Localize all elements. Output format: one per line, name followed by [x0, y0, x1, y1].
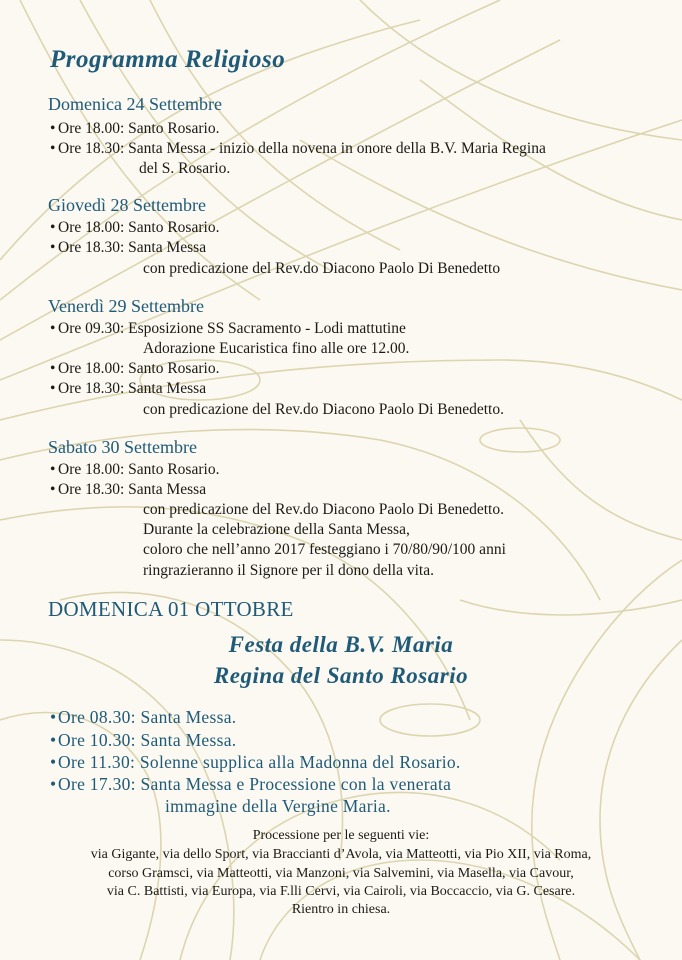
day-title: Domenica 24 Settembre [48, 94, 222, 114]
schedule-line: • Ore 09.30: Esposizione SS Sacramento - Lodi mattutine [50, 320, 406, 337]
schedule-line: del S. Rosario. [139, 160, 231, 177]
schedule-line: • Ore 18.30: Santa Messa [50, 481, 207, 498]
feast-title-line-2: Regina del Santo Rosario [213, 663, 469, 688]
schedule-line: • Ore 18.00: Santo Rosario. [50, 219, 220, 236]
sunday-title: DOMENICA 01 OTTOBRE [48, 597, 294, 621]
schedule-line: con predicazione del Rev.do Diacono Paolo Di Benedetto. [143, 401, 504, 418]
page-title: Programma Religioso [50, 46, 286, 73]
feast-title-line-1: Festa della B.V. Maria [228, 632, 454, 657]
procession-line: Rientro in chiesa. [291, 902, 391, 917]
schedule-line: • Ore 18.00: Santo Rosario. [50, 461, 220, 478]
sunday-schedule-line: •Ore 08.30: Santa Messa. [50, 707, 237, 727]
sunday-schedule-line: •Ore 10.30: Santa Messa. [50, 730, 237, 750]
schedule-line: • Ore 18.30: Santa Messa - inizio della novena in onore della B.V. Maria Regina [50, 140, 546, 157]
schedule-line: con predicazione del Rev.do Diacono Paolo Di Benedetto [143, 260, 501, 277]
schedule-line: Adorazione Eucaristica fino alle ore 12.00. [143, 340, 410, 357]
schedule-line: • Ore 18.00: Santo Rosario. [50, 360, 220, 377]
schedule-line: • Ore 18.00: Santo Rosario. [50, 120, 220, 137]
day-title: Venerdì 29 Settembre [48, 296, 204, 316]
procession-line: corso Gramsci, via Matteotti, via Manzoni, via Salvemini, via Masella, via Cavour, [108, 866, 574, 881]
schedule-line: coloro che nell’anno 2017 festeggiano i 70/80/90/100 anni [143, 541, 506, 558]
sunday-schedule-line: immagine della Vergine Maria. [165, 796, 391, 816]
day-title: Sabato 30 Settembre [48, 437, 197, 457]
schedule-line: ringrazieranno il Signore per il dono della vita. [143, 562, 434, 579]
procession-heading: Processione per le seguenti vie: [252, 828, 430, 843]
schedule-line: • Ore 18.30: Santa Messa [50, 239, 207, 256]
procession-line: via C. Battisti, via Europa, via F.lli Cervi, via Cairoli, via Boccaccio, via G. Cesare. [106, 884, 576, 899]
sunday-schedule-line: •Ore 17.30: Santa Messa e Processione con la venerata [50, 774, 452, 794]
sunday-schedule-line: •Ore 11.30: Solenne supplica alla Madonna del Rosario. [50, 752, 461, 772]
day-title: Giovedì 28 Settembre [48, 195, 206, 215]
schedule-line: • Ore 18.30: Santa Messa [50, 380, 207, 397]
schedule-line: Durante la celebrazione della Santa Messa, [143, 521, 410, 538]
schedule-line: con predicazione del Rev.do Diacono Paolo Di Benedetto. [143, 501, 504, 518]
procession-line: via Gigante, via dello Sport, via Braccianti d’Avola, via Matteotti, via Pio XII, via Roma, [90, 847, 592, 862]
